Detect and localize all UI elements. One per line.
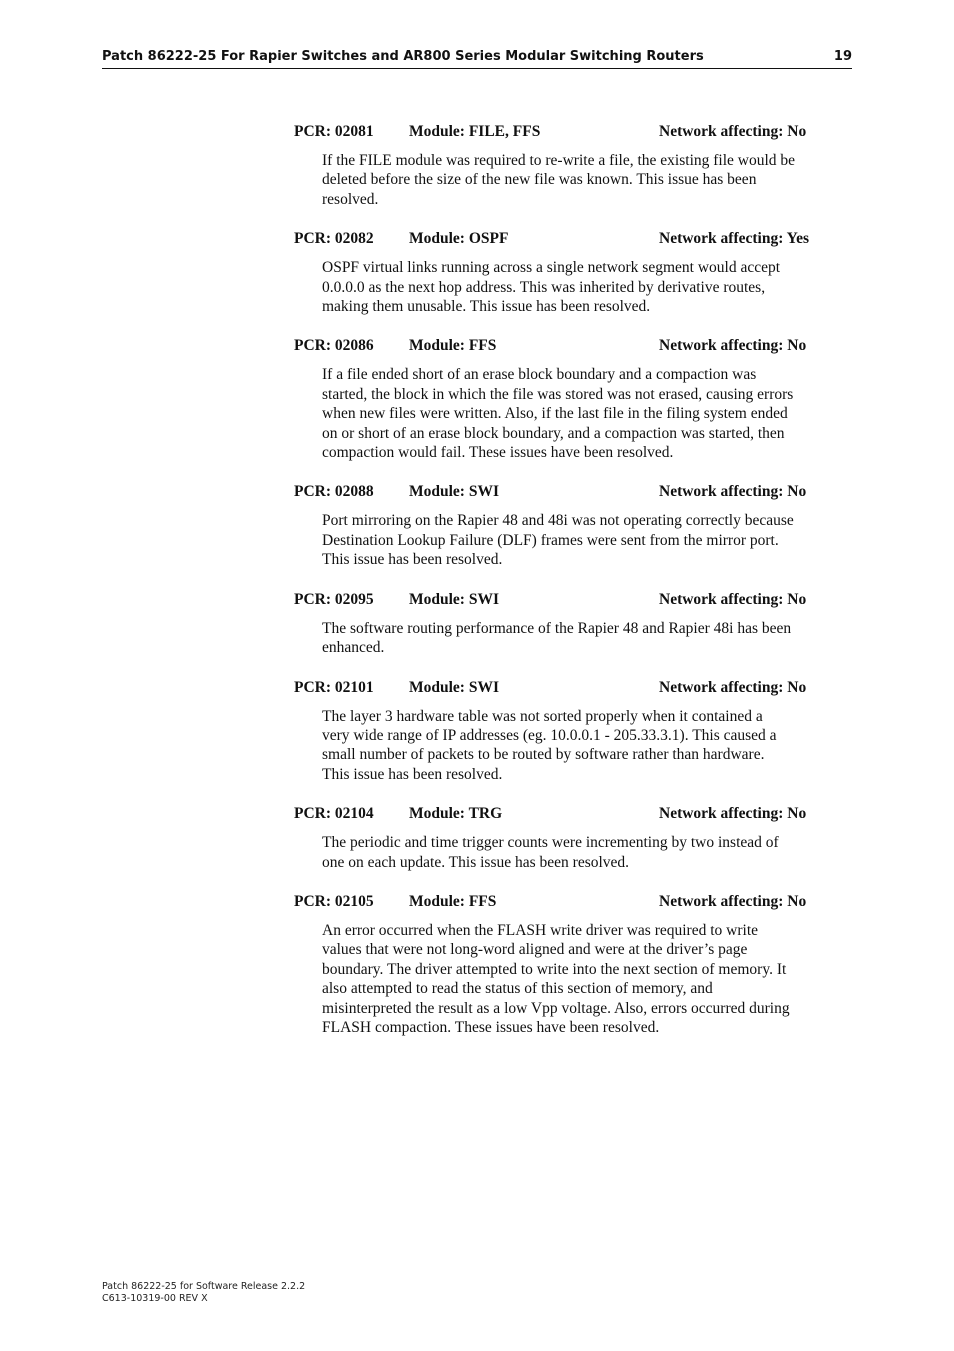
pcr-number: PCR: 02105 — [294, 892, 374, 910]
pcr-network-affecting: Network affecting: No — [659, 678, 807, 696]
description-line: started, the block in which the file was stored was not erased, causing errors — [322, 385, 794, 403]
description-line: on or short of an erase block boundary, and a compaction was started, then — [322, 424, 785, 442]
pcr-entry-heading — [294, 678, 856, 698]
pcr-entry-list — [294, 122, 856, 1057]
pcr-network-affecting: Network affecting: No — [659, 337, 807, 355]
pcr-entry-heading — [294, 336, 856, 356]
description-line: enhanced. — [322, 639, 385, 657]
pcr-number: PCR: 02081 — [294, 123, 374, 140]
description-line: An error occurred when the FLASH write driver was required to write — [322, 921, 759, 939]
description-line: compaction would fail. These issues have been resolved. — [322, 444, 674, 462]
pcr-number: PCR: 02095 — [294, 590, 374, 608]
description-line: values that were not long-word aligned and were at the driver’s page — [322, 941, 748, 959]
pcr-network-affecting: Network affecting: No — [659, 805, 807, 823]
pcr-description — [322, 365, 856, 462]
footer-release: Patch 86222-25 for Software Release 2.2.2 — [102, 1281, 306, 1292]
description-line: The software routing performance of the Rapier 48 and Rapier 48i has been — [322, 619, 792, 637]
pcr-module: Module: SWI — [409, 678, 499, 696]
description-line: when new files were written. Also, if the last file in the filing system ended — [322, 405, 788, 423]
description-line: OSPF virtual links running across a single network segment would accept — [322, 259, 781, 277]
pcr-network-affecting: Network affecting: No — [659, 483, 807, 501]
pcr-entry — [294, 804, 856, 872]
pcr-module: Module: TRG — [409, 805, 503, 823]
description-line: 0.0.0.0 as the next hop address. This was inherited by derivative routes, — [322, 278, 766, 296]
pcr-entry-heading — [294, 229, 856, 249]
description-line: small number of packets to be routed by software rather than hardware. — [322, 746, 765, 764]
description-line: very wide range of IP addresses (eg. 10.0.0.1 - 205.33.3.1). This caused a — [322, 726, 777, 744]
header-title: Patch 86222-25 For Rapier Switches and AR800 Series Modular Switching Routers — [102, 49, 704, 64]
pcr-module: Module: FFS — [409, 337, 497, 355]
pcr-network-affecting: Network affecting: No — [659, 123, 807, 140]
description-line: Destination Lookup Failure (DLF) frames were sent from the mirror port. — [322, 531, 779, 549]
page-number: 19 — [833, 49, 852, 64]
pcr-entry-heading — [294, 892, 856, 912]
pcr-description — [322, 833, 856, 872]
page-header — [102, 48, 852, 69]
pcr-module: Module: SWI — [409, 483, 499, 501]
pcr-network-affecting: Network affecting: No — [659, 892, 807, 910]
description-line: one on each update. This issue has been resolved. — [322, 853, 630, 871]
description-line: The layer 3 hardware table was not sorted properly when it contained a — [322, 707, 763, 725]
pcr-description — [322, 151, 856, 209]
pcr-module: Module: FFS — [409, 892, 497, 910]
pcr-entry — [294, 482, 856, 569]
pcr-description — [322, 707, 856, 785]
description-line: This issue has been resolved. — [322, 551, 503, 569]
pcr-entry-heading — [294, 122, 856, 142]
pcr-number: PCR: 02086 — [294, 337, 374, 355]
description-line: FLASH compaction. These issues have been resolved. — [322, 1018, 660, 1036]
description-line: boundary. The driver attempted to write into the next section of memory. It — [322, 960, 787, 978]
pcr-description — [322, 258, 856, 316]
pcr-entry — [294, 122, 856, 209]
page-footer — [102, 1281, 305, 1305]
pcr-number: PCR: 02104 — [294, 805, 374, 823]
pcr-description — [322, 511, 856, 569]
description-line: resolved. — [322, 190, 379, 208]
pcr-entry — [294, 892, 856, 1037]
pcr-number: PCR: 02082 — [294, 230, 374, 248]
description-line: The periodic and time trigger counts were incrementing by two instead of — [322, 834, 779, 852]
pcr-description — [322, 619, 856, 658]
pcr-network-affecting: Network affecting: No — [659, 590, 807, 608]
pcr-entry — [294, 336, 856, 462]
pcr-module: Module: SWI — [409, 590, 499, 608]
description-line: If a file ended short of an erase block boundary and a compaction was — [322, 366, 757, 384]
pcr-entry-heading — [294, 590, 856, 610]
description-line: This issue has been resolved. — [322, 765, 503, 783]
pcr-module: Module: FILE, FFS — [409, 123, 541, 140]
pcr-entry — [294, 229, 856, 316]
pcr-network-affecting: Network affecting: Yes — [659, 230, 810, 248]
pcr-entry-heading — [294, 804, 856, 824]
pcr-number: PCR: 02088 — [294, 483, 374, 501]
footer-document-code: C613-10319-00 REV X — [102, 1293, 208, 1304]
description-line: making them unusable. This issue has been resolved. — [322, 298, 651, 316]
pcr-entry — [294, 678, 856, 785]
description-line: If the FILE module was required to re-write a file, the existing file would be — [322, 152, 796, 169]
description-line: Port mirroring on the Rapier 48 and 48i was not operating correctly because — [322, 512, 794, 530]
pcr-description — [322, 921, 856, 1037]
pcr-number: PCR: 02101 — [294, 678, 374, 696]
description-line: misinterpreted the result as a low Vpp voltage. Also, errors occurred during — [322, 999, 790, 1017]
pcr-entry-heading — [294, 482, 856, 502]
description-line: deleted before the size of the new file was known. This issue has been — [322, 171, 757, 189]
pcr-entry — [294, 590, 856, 658]
pcr-module: Module: OSPF — [409, 230, 509, 248]
description-line: also attempted to read the status of this section of memory, and — [322, 980, 713, 998]
